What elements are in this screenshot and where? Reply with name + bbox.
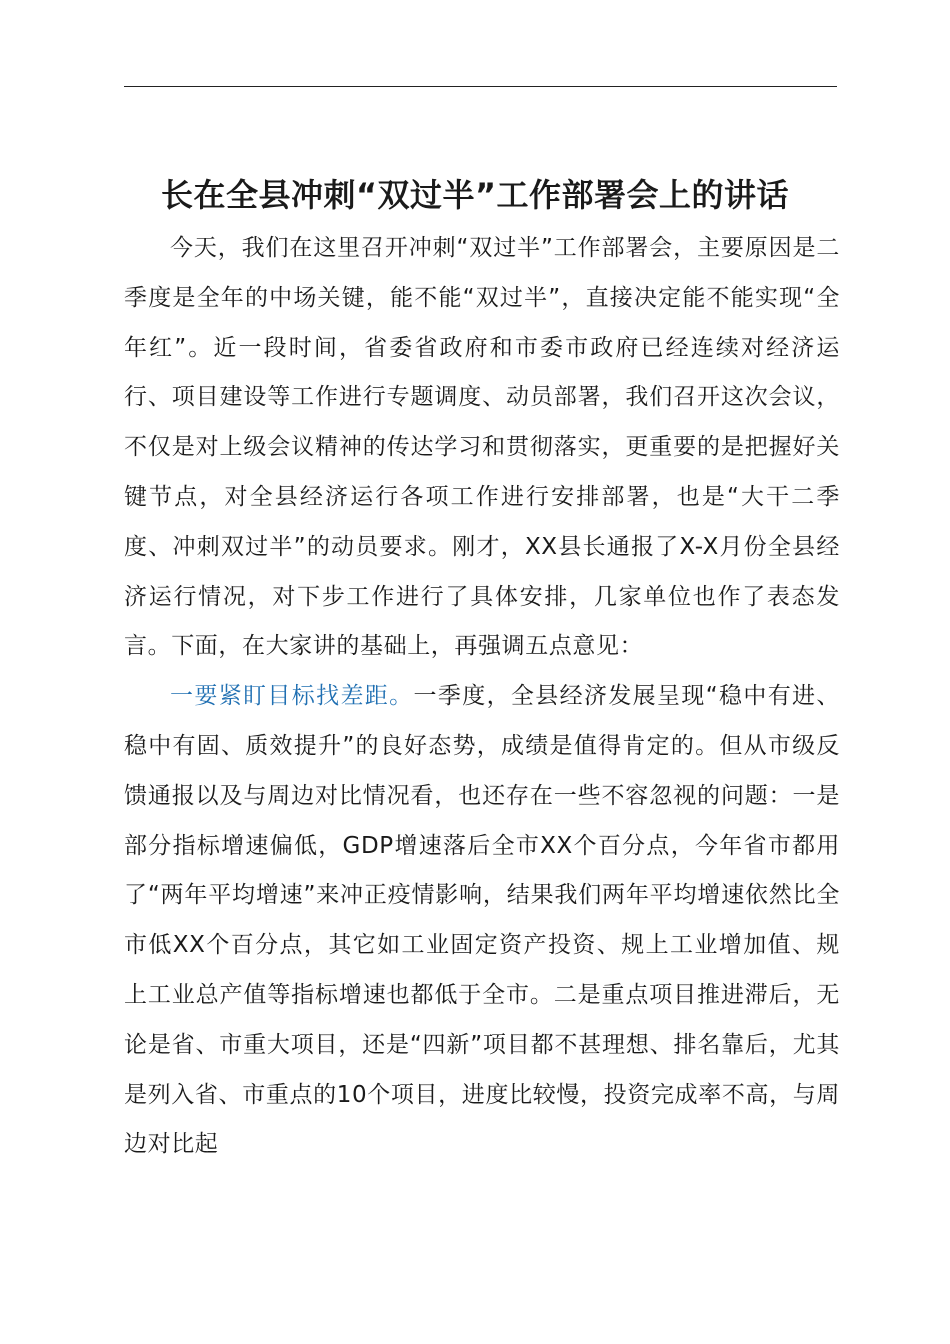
point-one-heading: 一要紧盯目标找差距。 xyxy=(170,683,414,710)
header-rule xyxy=(124,86,837,87)
page-title: 长在全县冲刺“双过半”工作部署会上的讲话 xyxy=(160,176,790,215)
document-body xyxy=(124,224,840,1170)
paragraph-point-one xyxy=(124,672,840,1170)
paragraph-intro-text: 今天，我们在这里召开冲刺“双过半”工作部署会，主要原因是二季度是全年的中场关键，能不能“双过半”，直接决定能不能实现“全年红”。近一段时间，省委省政府和市委市政府已经连续对经济运行、项目建设等工作进行专题调度、动员部署，我们召开这次会议，不仅是对上级会议精神的传达学习和贯彻落实，更重要的是把握好关键节点，对全县经济运行各项工作进行安排部署，也是“大干二季度、冲刺双过半”的动员要求。刚才，XX县长通报了X-X月份全县经济运行情况，对下步工作进行了具体安排，几家单位也作了表态发言。下面，在大家讲的基础上，再强调五点意见： xyxy=(124,235,840,660)
paragraph-intro xyxy=(124,224,840,672)
point-one-text: 一季度，全县经济发展呈现“稳中有进、稳中有固、质效提升”的良好态势，成绩是值得肯定的。但从市级反馈通报以及与周边对比情况看，也还存在一些不容忽视的问题：一是部分指标增速偏低，GDP增速落后全市XX个百分点，今年省市都用了“两年平均增速”来冲正疫情影响，结果我们两年平均增速依然比全市低XX个百分点，其它如工业固定资产投资、规上工业增加值、规上工业总产值等指标增速也都低于全市。二是重点项目推进滞后，无论是省、市重大项目，还是“四新”项目都不甚理想、排名靠后，尤其是列入省、市重点的10个项目，进度比较慢，投资完成率不高，与周边对比起 xyxy=(124,683,841,1158)
